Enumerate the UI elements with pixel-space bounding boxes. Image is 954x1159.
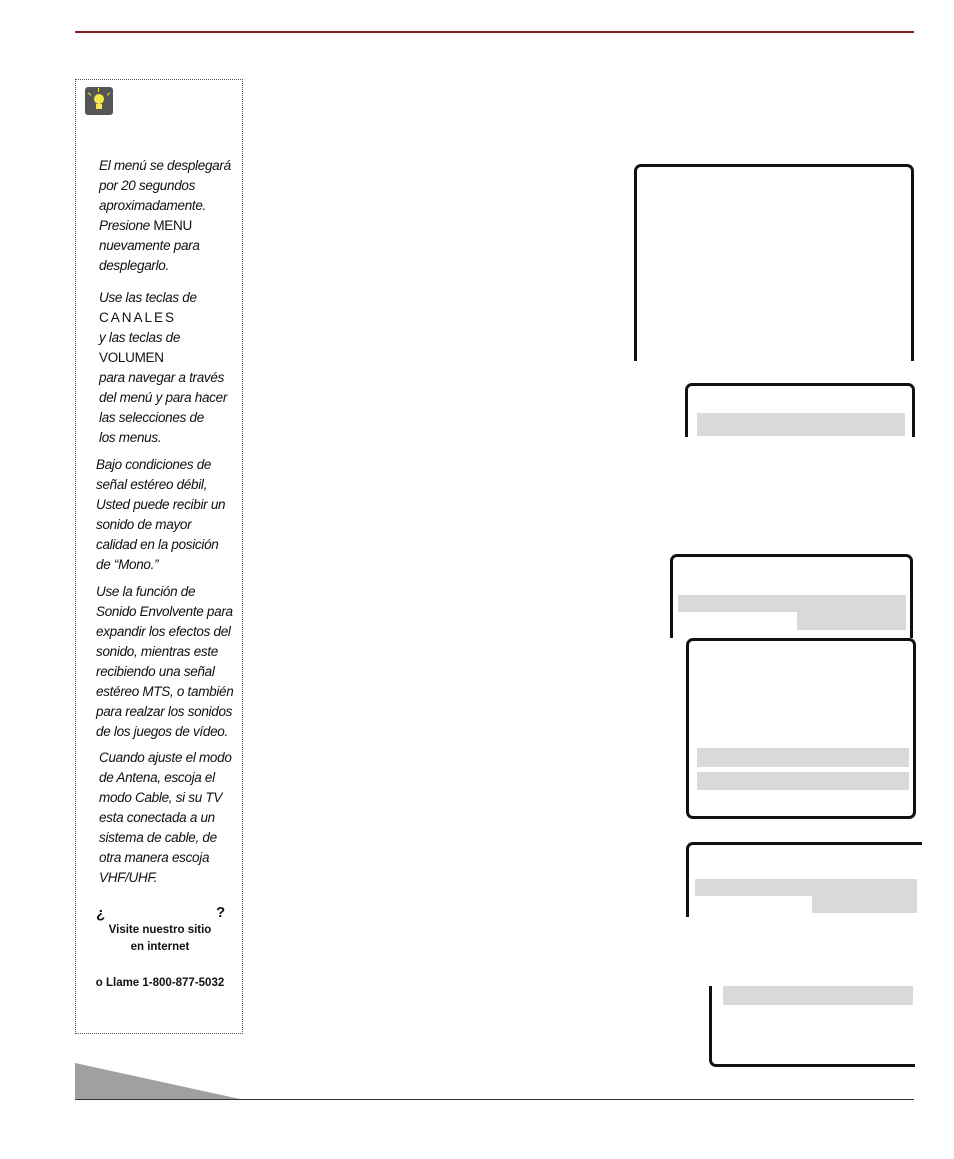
tip-line: VHF/UHF.: [99, 870, 158, 885]
question-close: ?: [216, 904, 226, 921]
tip-line: para realzar los sonidos: [96, 704, 233, 719]
tip-line: recibiendo una señal: [96, 664, 215, 679]
tip-line: de “Mono.”: [96, 557, 159, 572]
tip-line: Use la función de: [96, 584, 196, 599]
tip-line: por 20 segundos: [99, 178, 196, 193]
tip-line: del menú y para hacer: [99, 390, 228, 405]
menu-highlight-bar: [697, 772, 909, 790]
visit-website-line1: Visite nuestro sitio: [108, 924, 212, 936]
tip-line: calidad en la posición: [96, 537, 219, 552]
menu-highlight-bar: [697, 748, 909, 767]
menu-highlight-bar: [678, 595, 906, 612]
tip-line: señal estéreo débil,: [96, 477, 208, 492]
page-tab: [75, 1063, 240, 1099]
menu-highlight-bar: [797, 612, 906, 630]
menu-screen-main: [634, 164, 914, 361]
tip-navigation-keys: [99, 288, 227, 448]
tip-antenna-mode: [99, 748, 232, 888]
menu-highlight-bar: [723, 986, 913, 1005]
tip-line: las selecciones de: [99, 410, 204, 425]
lightbulb-icon: [85, 87, 113, 115]
tip-surround-sound: [96, 582, 233, 742]
tip-line: estéreo MTS, o también: [96, 684, 234, 699]
tip-line: Bajo condiciones de: [96, 457, 212, 472]
menu-key-label: MENU: [153, 218, 192, 233]
tip-line: y las teclas de: [99, 330, 181, 345]
menu-highlight-bar: [695, 879, 917, 896]
visit-website-line2: en internet: [130, 941, 190, 953]
tip-line: sonido, mientras este: [96, 644, 219, 659]
tip-line: El menú se desplegará: [99, 158, 231, 173]
tip-line: modo Cable, si su TV: [99, 790, 223, 805]
tip-line: nuevamente para: [99, 238, 200, 253]
tip-weak-stereo: [96, 455, 225, 575]
tip-line: sistema de cable, de: [99, 830, 217, 845]
menu-highlight-bar: [697, 413, 905, 436]
tip-line: aproximadamente.: [99, 198, 207, 213]
tip-line: sonido de mayor: [96, 517, 192, 532]
tip-line: de Antena, escoja el: [99, 770, 215, 785]
menu-highlight-bar: [812, 896, 917, 913]
call-number: o Llame 1-800-877-5032: [95, 977, 225, 989]
tip-line: expandir los efectos del: [96, 624, 231, 639]
tip-line: VOLUMEN: [99, 350, 164, 365]
tip-line: Presione MENU: [99, 218, 192, 233]
tip-line: los menus.: [99, 430, 162, 445]
tip-menu-timeout: [99, 156, 231, 276]
bottom-rule: [75, 1099, 914, 1100]
question-open: ¿: [96, 905, 106, 922]
tip-line: Usted puede recibir un: [96, 497, 226, 512]
tip-line: Cuando ajuste el modo: [99, 750, 232, 765]
tip-line: desplegarlo.: [99, 258, 169, 273]
tip-line: CANALES: [99, 310, 177, 325]
tip-line: para navegar a través: [99, 370, 225, 385]
top-rule: [75, 31, 914, 33]
tip-line: Sonido Envolvente para: [96, 604, 233, 619]
tip-line: de los juegos de vídeo.: [96, 724, 228, 739]
menu-screen-options: [686, 638, 916, 819]
tip-line: esta conectada a un: [99, 810, 215, 825]
tip-line: Use las teclas de: [99, 290, 197, 305]
tip-line: otra manera escoja: [99, 850, 210, 865]
